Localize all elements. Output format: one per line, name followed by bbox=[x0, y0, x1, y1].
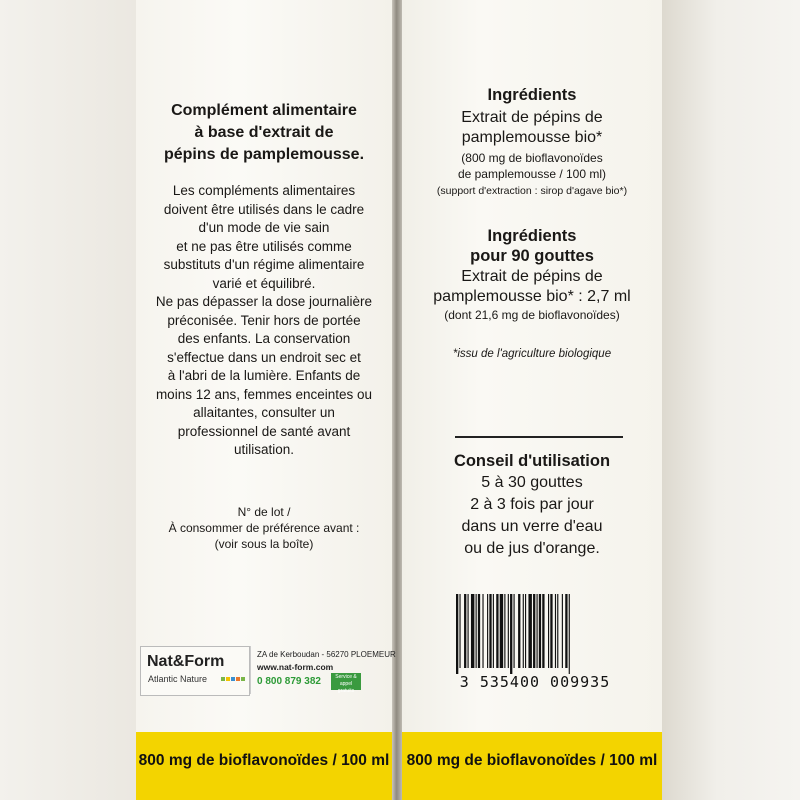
body-line: allaitantes, consulter un bbox=[193, 405, 335, 420]
address: ZA de Kerboudan - 56270 PLOEMEUR bbox=[257, 650, 396, 659]
bottom-band-right bbox=[402, 732, 662, 800]
barcode-bar bbox=[528, 594, 531, 668]
lot-line: (voir sous la boîte) bbox=[214, 537, 314, 551]
usage-line: dans un verre d'eau bbox=[461, 518, 603, 535]
barcode-bar bbox=[562, 594, 563, 668]
body-line: Ne pas dépasser la dose journalière bbox=[155, 294, 373, 309]
dose-note: (dont 21,6 mg de bioflavonoïdes) bbox=[444, 308, 620, 322]
ingredients-section bbox=[402, 84, 662, 199]
barcode-bar bbox=[496, 594, 498, 668]
body-line: moins 12 ans, femmes enceintes ou bbox=[155, 386, 373, 402]
barcode-bar bbox=[542, 594, 544, 668]
body-line: à l'abri de la lumière. Enfants de bbox=[167, 368, 361, 383]
barcode-bar bbox=[565, 594, 567, 668]
brand-name: Nat&Form bbox=[147, 653, 225, 670]
bottom-band-left bbox=[136, 732, 392, 800]
dose-line: Extrait de pépins de bbox=[461, 268, 603, 285]
dose-title: pour 90 gouttes bbox=[470, 247, 594, 265]
barcode-bar bbox=[557, 594, 558, 668]
body-line: utilisation. bbox=[233, 442, 295, 457]
usage-title: Conseil d'utilisation bbox=[453, 452, 611, 470]
barcode-bar bbox=[459, 594, 460, 668]
ingredient-line: Extrait de pépins de bbox=[461, 109, 603, 126]
lot-line: À consommer de préférence avant : bbox=[168, 521, 360, 535]
barcode-bar bbox=[489, 594, 491, 668]
brand-tagline: Atlantic Nature bbox=[148, 674, 208, 684]
contact-info bbox=[250, 646, 396, 694]
barcode-bar bbox=[569, 594, 570, 674]
usage-section bbox=[402, 450, 662, 560]
dose-section bbox=[402, 226, 662, 323]
brand-logo bbox=[140, 646, 250, 696]
barcode-bar bbox=[550, 594, 552, 668]
body-line: professionnel de santé avant bbox=[177, 423, 351, 439]
logo-square-icon bbox=[231, 677, 235, 681]
website: www.nat-form.com bbox=[257, 662, 334, 672]
barcode-bar bbox=[525, 594, 526, 668]
title-line: Complément alimentaire bbox=[171, 102, 357, 119]
body-line: varié et équilibré. bbox=[212, 275, 316, 291]
barcode-bar bbox=[508, 594, 509, 668]
barcode-bar bbox=[537, 594, 538, 668]
body-line: préconisée. Tenir hors de portée bbox=[167, 312, 361, 328]
usage-line: 5 à 30 gouttes bbox=[481, 474, 583, 491]
body-line: d'un mode de vie sain bbox=[198, 220, 330, 235]
service-badge: Service & appel gratuits bbox=[331, 673, 361, 690]
barcode-bar bbox=[464, 594, 466, 668]
band-text: 800 mg de bioflavonoïdes / 100 ml bbox=[138, 752, 390, 769]
barcode-bar bbox=[482, 594, 483, 668]
body-line: et ne pas être utilisés comme bbox=[176, 238, 352, 254]
body-line: Les compléments alimentaires bbox=[172, 183, 356, 198]
barcode-bar bbox=[518, 594, 520, 668]
barcode-bar bbox=[514, 594, 515, 668]
title-line: pépins de pamplemousse. bbox=[163, 146, 365, 163]
barcode-bar bbox=[500, 594, 503, 668]
logo-square-icon bbox=[241, 677, 245, 681]
barcode-bar bbox=[510, 594, 512, 674]
barcode-bar bbox=[487, 594, 488, 668]
title-line: à base d'extrait de bbox=[194, 124, 334, 141]
body-line: substituts d'un régime alimentaire bbox=[163, 257, 365, 272]
barcode-bar bbox=[533, 594, 535, 668]
barcode-bar bbox=[471, 594, 474, 668]
barcode-bars bbox=[452, 594, 618, 674]
barcode-bar bbox=[555, 594, 556, 668]
barcode-bar bbox=[493, 594, 494, 668]
extraction-support: (support d'extraction : sirop d'agave bio*) bbox=[436, 185, 628, 197]
lot-info bbox=[136, 504, 392, 552]
phone-number: 0 800 879 382 bbox=[257, 676, 321, 687]
logo-square-icon bbox=[236, 677, 240, 681]
barcode-bar bbox=[456, 594, 458, 674]
logo-square-icon bbox=[221, 677, 225, 681]
barcode-number: 3 535400 009935 bbox=[459, 673, 611, 691]
body-line: doivent être utilisés dans le cadre bbox=[163, 201, 365, 217]
ingredient-note: de pamplemousse / 100 ml) bbox=[457, 167, 607, 181]
barcode-bar bbox=[468, 594, 469, 668]
barcode-bar bbox=[539, 594, 541, 668]
dose-line: pamplemousse bio* : 2,7 ml bbox=[433, 288, 631, 305]
ingredient-line: pamplemousse bio* bbox=[461, 129, 603, 146]
barcode-bar bbox=[476, 594, 477, 668]
warnings-text bbox=[136, 182, 392, 460]
background-left bbox=[0, 0, 136, 800]
barcode bbox=[452, 594, 618, 694]
body-line: des enfants. La conservation bbox=[177, 331, 351, 346]
organic-note: *issu de l'agriculture biologique bbox=[452, 348, 612, 360]
body-line: s'effectue dans un endroit sec et bbox=[167, 349, 361, 365]
usage-line: ou de jus d'orange. bbox=[464, 540, 600, 557]
box-gap bbox=[392, 0, 402, 800]
divider-rule bbox=[455, 436, 623, 438]
dose-title: Ingrédients bbox=[487, 227, 577, 245]
barcode-bar bbox=[523, 594, 524, 668]
ingredient-note: (800 mg de bioflavonoïdes bbox=[461, 151, 603, 165]
barcode-bar bbox=[478, 594, 480, 668]
barcode-bar bbox=[504, 594, 505, 668]
barcode-bar bbox=[548, 594, 549, 668]
usage-line: 2 à 3 fois par jour bbox=[470, 496, 594, 513]
background-right bbox=[662, 0, 800, 800]
ingredients-title: Ingrédients bbox=[487, 86, 577, 104]
lot-line: N° de lot / bbox=[237, 505, 291, 519]
band-text: 800 mg de bioflavonoïdes / 100 ml bbox=[406, 752, 658, 769]
product-title bbox=[136, 100, 392, 166]
logo-square-icon bbox=[226, 677, 230, 681]
